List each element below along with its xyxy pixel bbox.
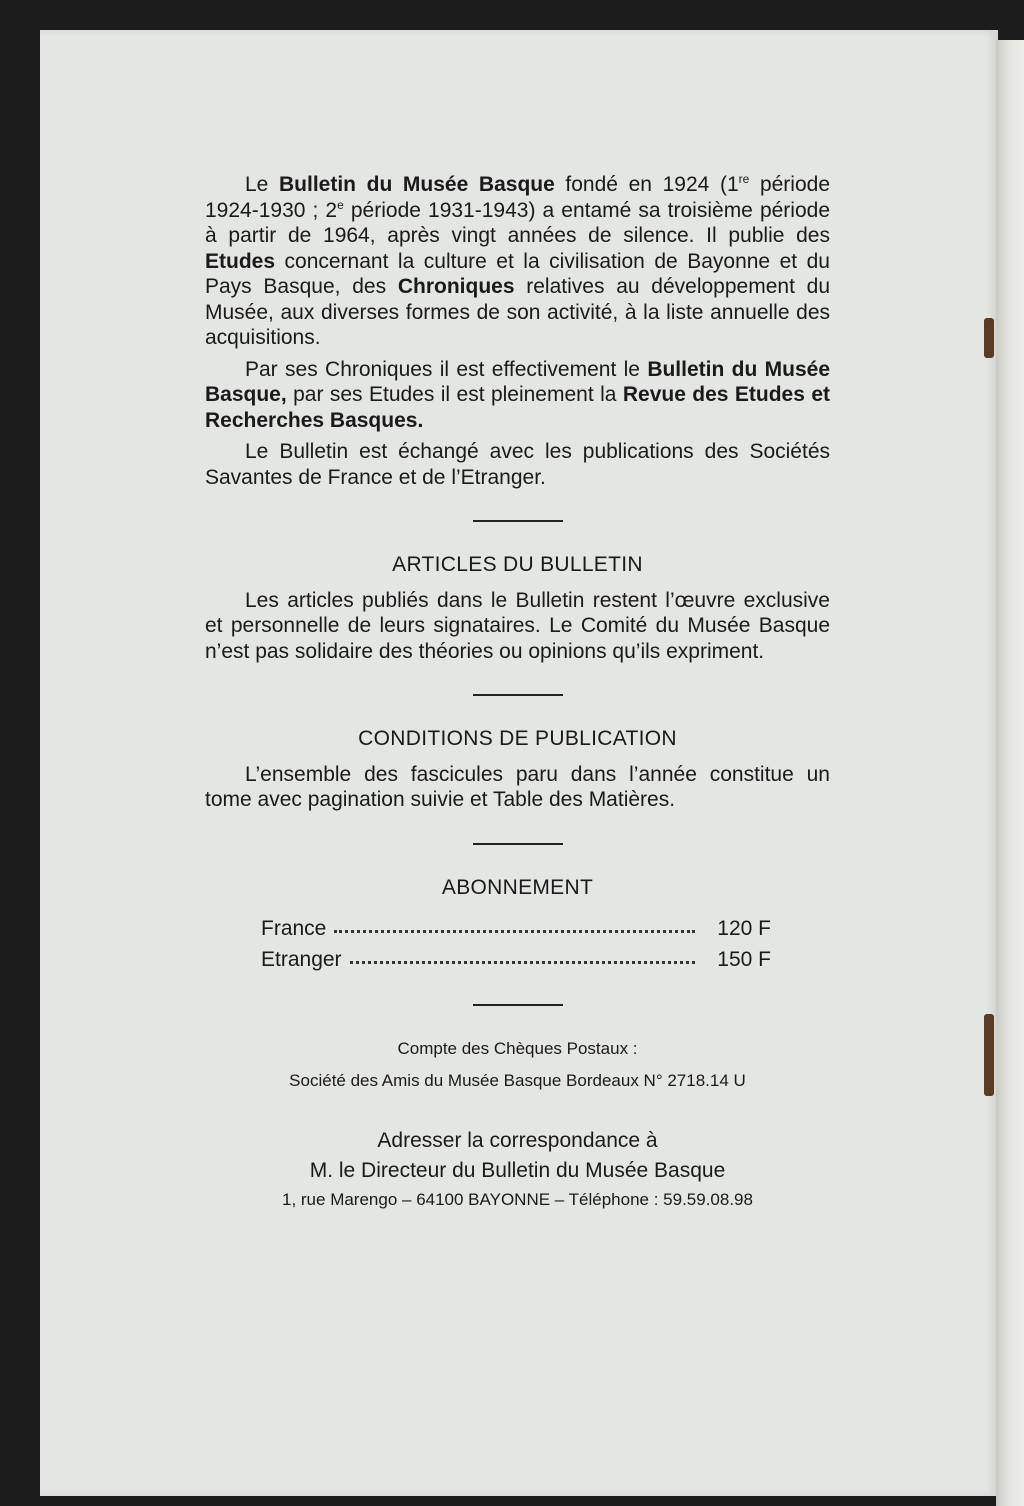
price-list: [261, 916, 771, 978]
binding-staple-bottom: [984, 1014, 994, 1096]
bold-bulletin: Bulletin du Musée Basque,: [205, 357, 830, 406]
main-content: [205, 172, 830, 1213]
dot-leader: [334, 928, 695, 933]
bold-chroniques: Chroniques: [397, 275, 515, 298]
text-run: Par ses Chroniques il est effectivement le: [245, 357, 648, 381]
bold-etudes: Etudes: [205, 249, 276, 273]
address-line-2: M. le Directeur du Bulletin du Musée Basque: [309, 1158, 726, 1182]
section-divider: [473, 694, 563, 696]
articles-heading: ARTICLES DU BULLETIN: [392, 553, 643, 576]
articles-text: Les articles publiés dans le Bulletin restent l’œuvre exclusive et personnelle de leurs signataires. Le Comité du Musée Basque n’est pas solidaire des théories ou opinions qu’ils expriment.: [205, 588, 830, 663]
superscript: re: [738, 172, 750, 186]
price-row-etranger: [261, 947, 771, 978]
price-value: 120 F: [717, 917, 771, 940]
abonnement-heading: ABONNEMENT: [441, 875, 594, 899]
section-divider: [473, 520, 563, 522]
price-row-france: [261, 916, 771, 947]
superscript: e: [337, 197, 344, 212]
section-divider: [473, 843, 563, 845]
text-run: relatives au développement du Musée, aux diverses formes de son activité, à la liste annuelle des acquisitions.: [205, 275, 831, 349]
binding-staple-top: [984, 318, 994, 358]
conditions-heading: CONDITIONS DE PUBLICATION: [358, 727, 677, 750]
section-divider: [473, 1004, 563, 1006]
bold-title: Bulletin du Musée Basque: [279, 173, 555, 196]
text-run: concernant la culture et la civilisation de Bayonne et du Pays Basque, des: [205, 249, 830, 298]
text-run: période 1924-1930 ; 2: [205, 173, 831, 222]
intro-paragraph-1: [205, 172, 830, 351]
conditions-text: L’ensemble des fascicules paru dans l’année constitue un tome avec pagination suivie et Table des Matières.: [205, 762, 830, 811]
text-run: période 1931-1943) a entamé sa troisième période à partir de 1964, après vingt années de silence. Il publie des: [205, 198, 830, 247]
bold-revue: Revue des Etudes et Recherches Basques.: [205, 383, 831, 432]
text-run: Le: [245, 173, 279, 196]
address-line-3: 1, rue Marengo – 64100 BAYONNE – Téléphone : 59.59.08.98: [282, 1190, 753, 1209]
price-label: Etranger: [261, 948, 342, 971]
intro-paragraph-3: Le Bulletin est échangé avec les publications des Sociétés Savantes de France et de l’Etranger.: [205, 440, 830, 489]
postal-account-label: Compte des Chèques Postaux :: [397, 1039, 638, 1058]
postal-account-number: Société des Amis du Musée Basque Bordeaux N° 2718.14 U: [289, 1071, 746, 1090]
text-run: fondé en 1924 (1: [554, 173, 739, 196]
page-edge: [996, 40, 1024, 1506]
dot-leader: [350, 959, 696, 964]
address-line-1: Adresser la correspondance à: [377, 1129, 658, 1152]
intro-paragraph-2: [205, 357, 830, 434]
price-label: France: [261, 917, 327, 940]
text-run: par ses Etudes il est pleinement la: [286, 383, 623, 406]
price-value: 150 F: [717, 948, 771, 971]
